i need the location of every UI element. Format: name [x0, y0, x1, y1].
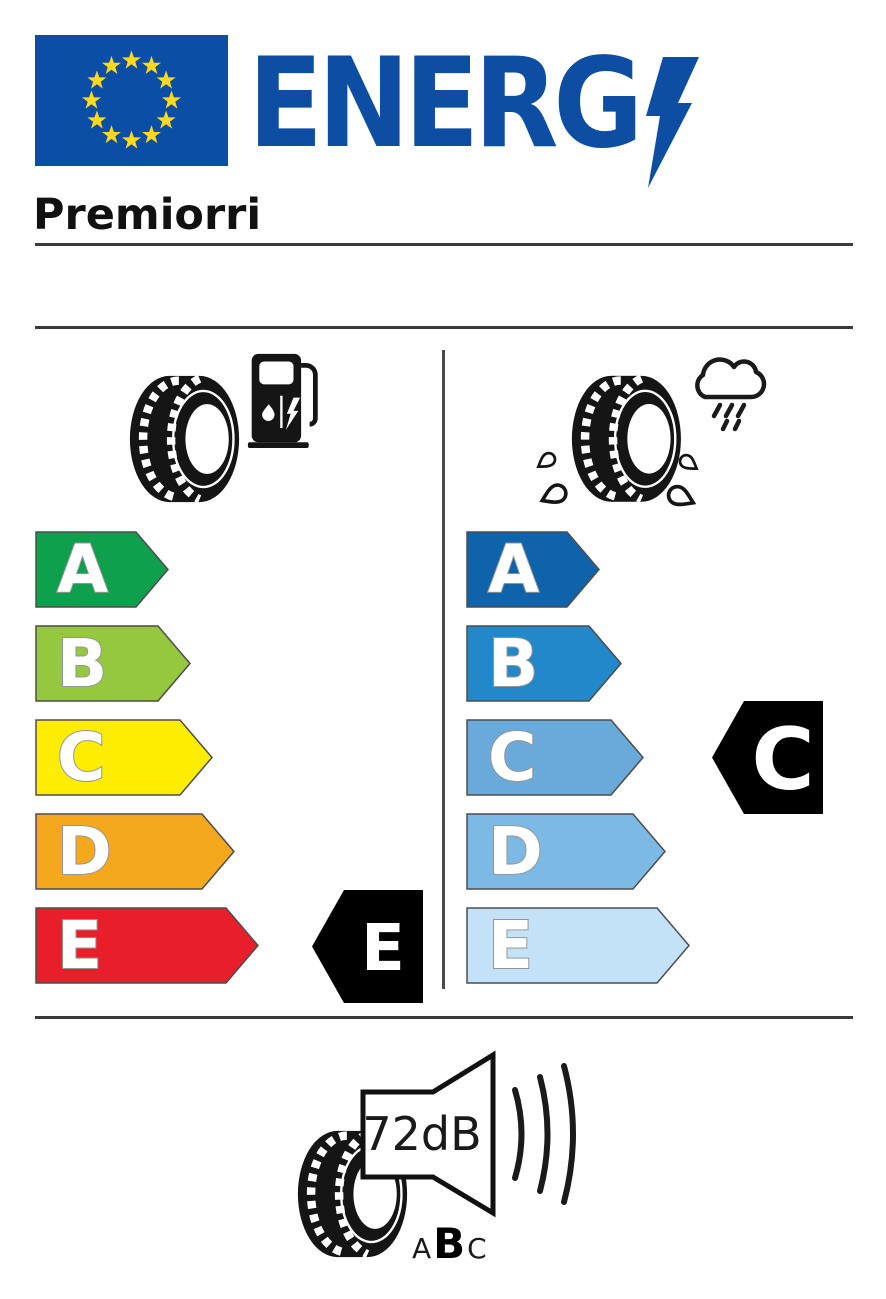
class-letter: A — [57, 531, 109, 608]
class-arrow-d — [35, 813, 235, 890]
class-letter: C — [57, 719, 106, 796]
splash-drop — [536, 451, 557, 472]
noise-class-c: C — [467, 1232, 487, 1265]
fuel-pump-icon — [246, 348, 322, 452]
class-arrow-a — [35, 531, 169, 608]
class-letter: B — [488, 625, 539, 702]
class-letter: C — [488, 719, 537, 796]
class-arrow-c — [35, 719, 213, 796]
class-letter: B — [57, 625, 108, 702]
splash-drop — [539, 482, 569, 508]
noise-class-b: B — [433, 1219, 466, 1268]
class-letter: D — [488, 813, 543, 890]
fuel-rating-letter: E — [361, 912, 405, 986]
splash-drop — [666, 484, 697, 511]
noise-class-scale — [412, 1219, 487, 1268]
column-divider — [442, 350, 445, 989]
rain-drops — [714, 405, 744, 429]
sound-waves-icon — [515, 1066, 573, 1202]
class-arrow-b — [466, 625, 622, 702]
separator-line — [35, 326, 853, 329]
energ-text: ENERG — [248, 38, 638, 176]
class-arrow-a — [466, 531, 600, 608]
fuel-efficiency-rating-indicator — [311, 889, 424, 1004]
class-arrow-e — [35, 907, 259, 984]
energ-wordmark — [248, 38, 718, 203]
class-arrow-c — [466, 719, 644, 796]
class-arrow-b — [35, 625, 191, 702]
class-arrow-d — [466, 813, 666, 890]
class-letter: E — [57, 907, 103, 984]
separator-line — [35, 1016, 853, 1019]
eu-flag-icon — [35, 35, 228, 166]
tire-icon — [128, 372, 241, 506]
noise-level-value: 72dB — [362, 1107, 482, 1161]
noise-class-a: A — [412, 1232, 432, 1265]
lightning-bolt-icon — [646, 57, 699, 188]
speaker-icon — [352, 1045, 597, 1225]
class-letter: D — [57, 813, 112, 890]
brand-name: Premiorri — [33, 190, 262, 240]
class-arrow-e — [466, 907, 690, 984]
wet-grip-rating-indicator — [711, 700, 824, 815]
splash-drop — [678, 453, 701, 474]
class-letter: E — [488, 907, 534, 984]
class-letter: A — [488, 531, 540, 608]
wet-rating-letter: C — [751, 710, 815, 810]
rain-cloud-icon — [678, 344, 778, 434]
separator-line — [35, 243, 853, 246]
